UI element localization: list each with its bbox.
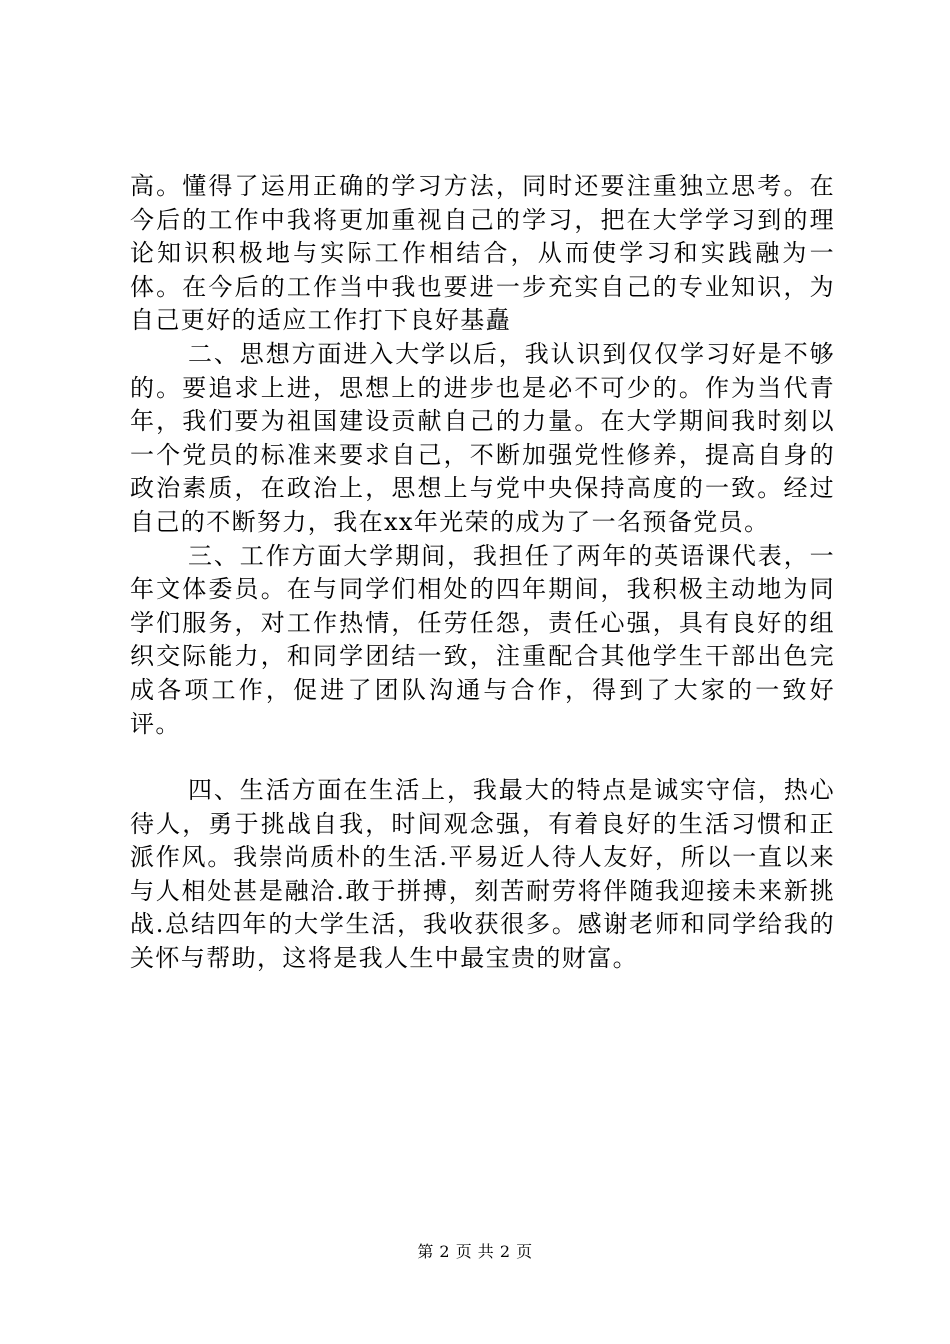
paragraph-life: 四、生活方面在生活上，我最大的特点是诚实守信，热心待人，勇于挑战自我，时间观念强，有着良好的生活习惯和正派作风。我崇尚质朴的生活.平易近人待人友好，所以一直以来与人相处甚是融洽.敢于拼搏，刻苦耐劳将伴随我迎接未来新挑战.总结四年的大学生活，我收获很多。感谢老师和同学给我的关怀与帮助，这将是我人生中最宝贵的财富。 bbox=[130, 776, 835, 973]
paragraph-continuation: 高。懂得了运用正确的学习方法，同时还要注重独立思考。在今后的工作中我将更加重视自己的学习，把在大学学习到的理论知识积极地与实际工作相结合，从而使学习和实践融为一体。在今后的工作当中我也要进一步充实自己的专业知识，为自己更好的适应工作打下良好基矗 bbox=[130, 172, 835, 335]
paragraph-ideology: 二、思想方面进入大学以后，我认识到仅仅学习好是不够的。要追求上进，思想上的进步也是必不可少的。作为当代青年，我们要为祖国建设贡献自己的力量。在大学期间我时刻以一个党员的标准来要求自己，不断加强党性修养，提高自身的政治素质，在政治上，思想上与党中央保持高度的一致。经过自己的不断努力，我在xx年光荣的成为了一名预备党员。 bbox=[130, 339, 835, 536]
page-number-footer: 第 2 页 共 2 页 bbox=[417, 1242, 533, 1261]
document-body bbox=[130, 170, 835, 976]
paragraph-work: 三、工作方面大学期间，我担任了两年的英语课代表，一年文体委员。在与同学们相处的四年期间，我积极主动地为同学们服务，对工作热情，任劳任怨，责任心强，具有良好的组织交际能力，和同学团结一致，注重配合其他学生干部出色完成各项工作，促进了团队沟通与合作，得到了大家的一致好评。 bbox=[130, 541, 835, 738]
